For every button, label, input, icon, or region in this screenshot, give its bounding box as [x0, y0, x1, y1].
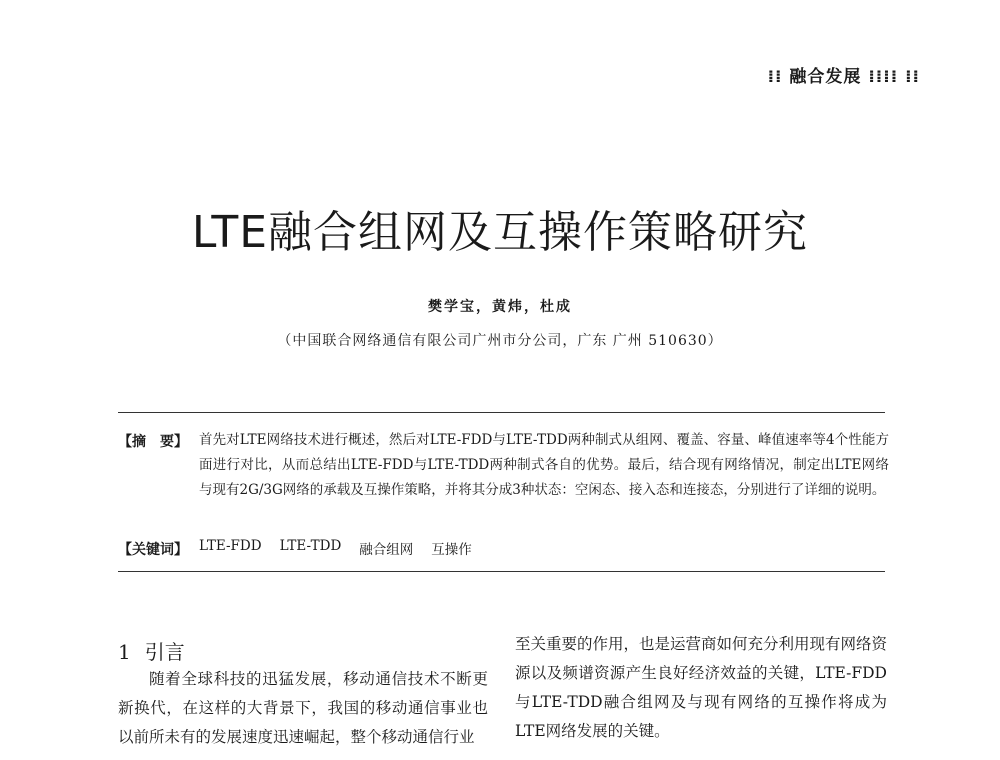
body-column-right: 至关重要的作用，也是运营商如何充分利用现有网络资源以及频谱资源产生良好经济效益的关键，LTE-FDD与LTE-TDD融合组网及与现有网络的互操作将成为LTE网络发展的关键。	[515, 635, 888, 740]
keyword-item: LTE-FDD	[199, 538, 262, 554]
section-number: 1	[118, 640, 131, 664]
keywords-label: 【关键词】	[118, 542, 188, 558]
section-title: 引言	[144, 640, 185, 664]
keyword-item: 互操作	[431, 542, 472, 558]
keywords-list	[199, 538, 472, 558]
article-title: LTE融合组网及互操作策略研究	[191, 207, 809, 258]
section-tag: ⁞⁞ 融合发展 ⁞⁞⁞⁞ ⁞⁞	[767, 67, 920, 87]
article-authors: 樊学宝，黄炜，杜成	[428, 299, 572, 315]
abstract-text: 首先对LTE网络技术进行概述，然后对LTE-FDD与LTE-TDD两种制式从组网、覆盖、容量、峰值速率等4个性能方面进行对比，从而总结出LTE-FDD与LTE-TDD两种制式各自的优势。最后，结合现有网络情况，制定出LTE网络与现有2G/3G网络的承载及互操作策略，并将其分成3种状态：空闲态、接入态和连接态，分别进行了详细的说明。	[199, 432, 889, 498]
abstract-top-rule	[118, 412, 885, 413]
keyword-item: 融合组网	[359, 542, 414, 558]
abstract-label: 【摘 要】	[118, 434, 188, 450]
section-heading	[118, 636, 185, 665]
body-column-left	[118, 665, 488, 752]
article-affiliation: （中国联合网络通信有限公司广州市分公司，广东 广州 510630）	[277, 333, 723, 349]
abstract-bottom-rule	[118, 571, 885, 572]
keyword-item: LTE-TDD	[279, 538, 342, 554]
body-paragraph: 随着全球科技的迅猛发展，移动通信技术不断更新换代，在这样的大背景下，我国的移动通信事业也以前所未有的发展速度迅速崛起，整个移动通信行业	[118, 670, 488, 746]
